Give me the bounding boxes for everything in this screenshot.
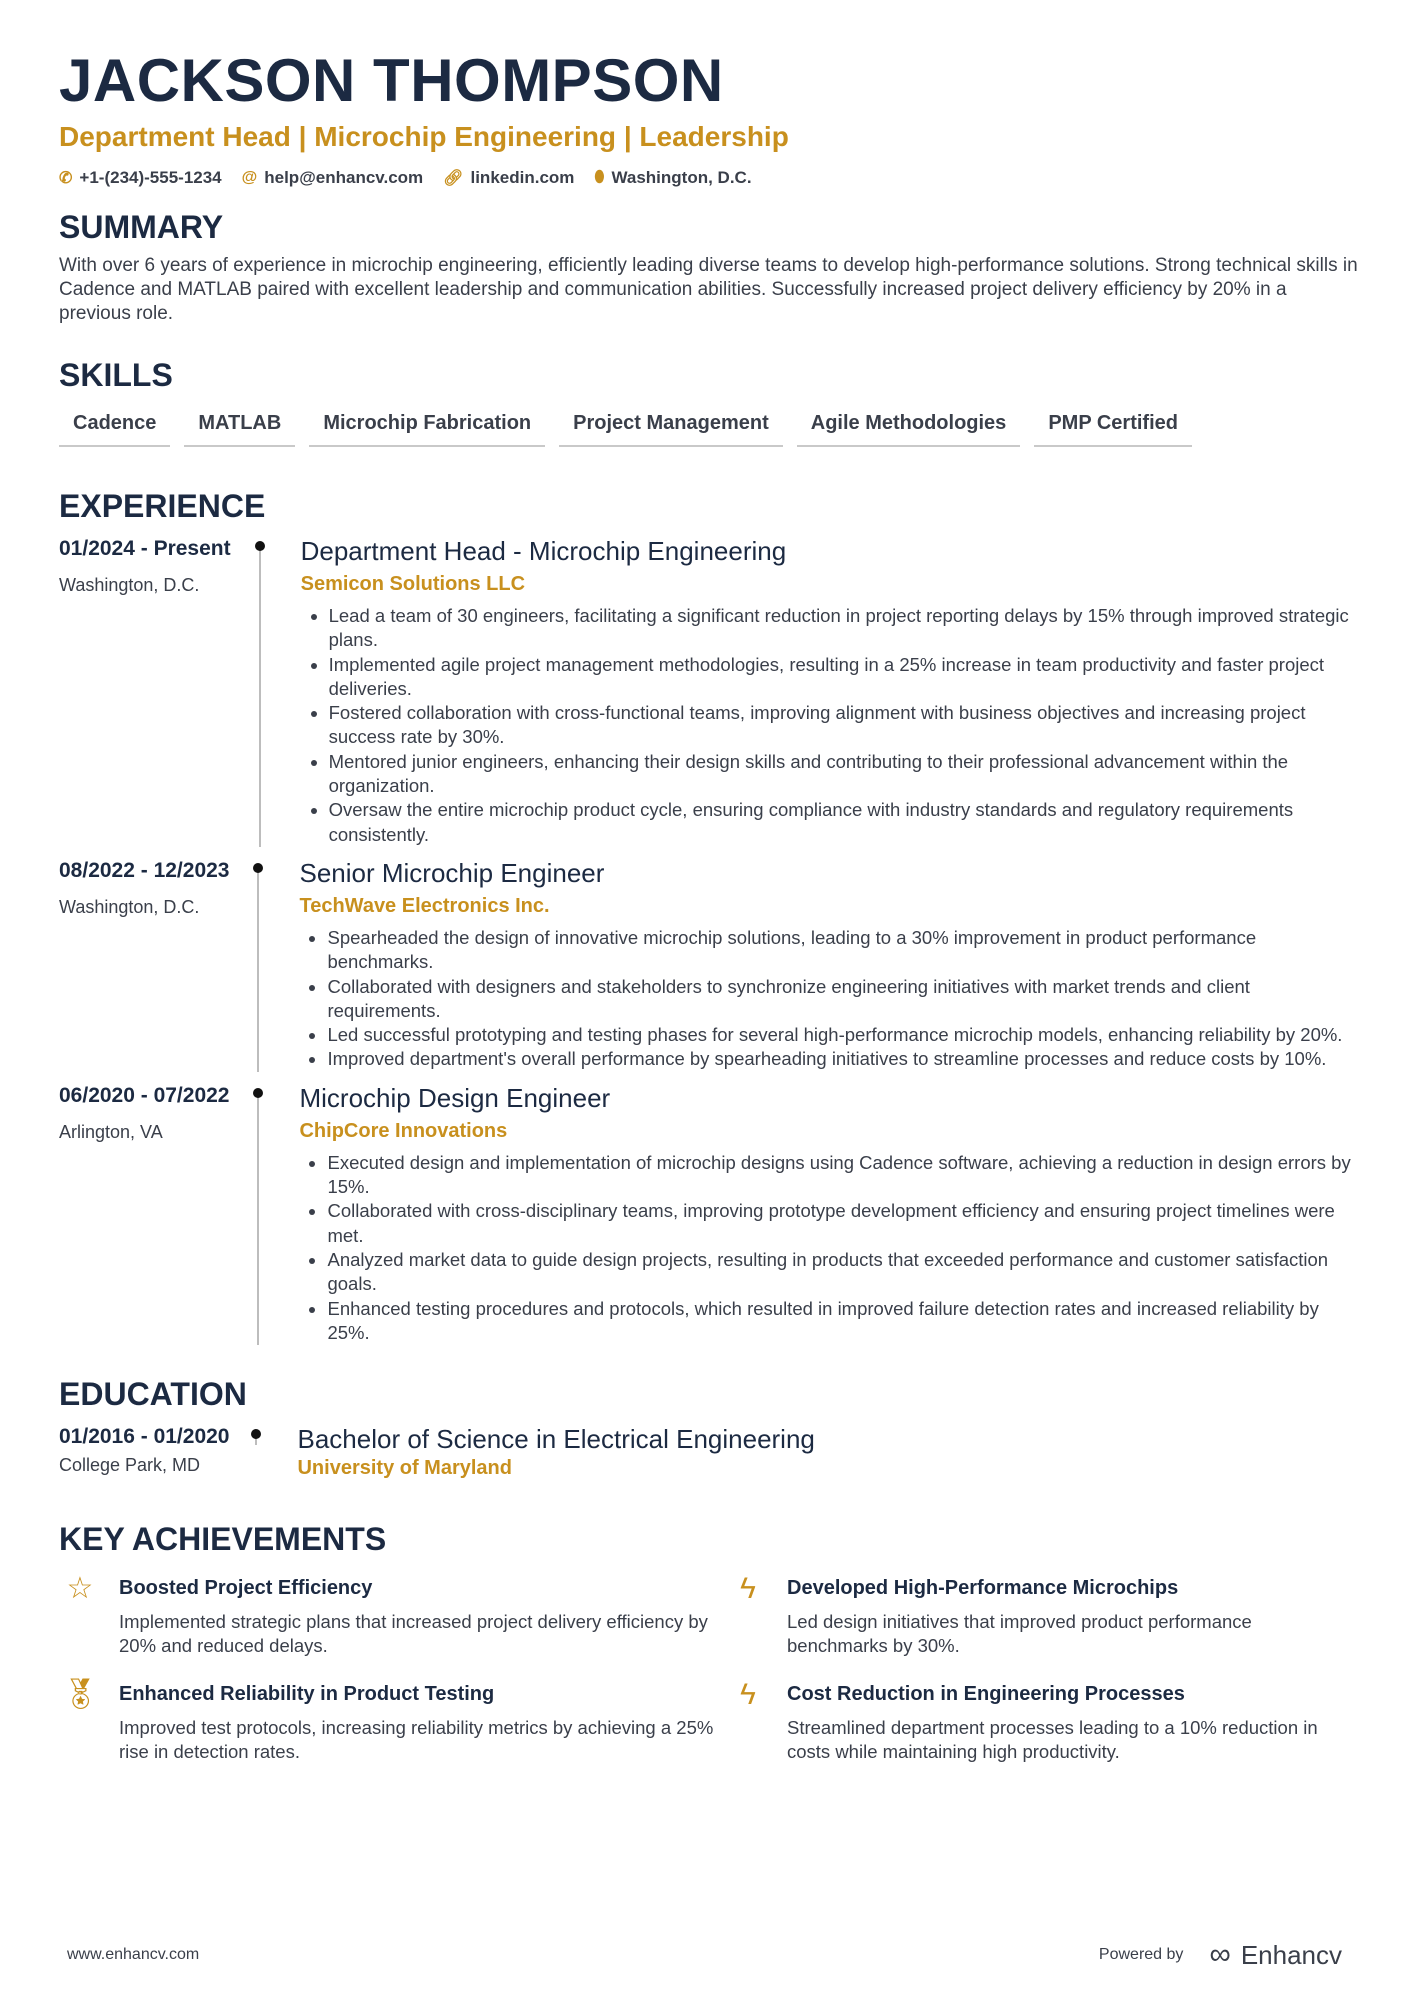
bullet: • Enhanced testing procedures and protocols, which resulted in improved failure detection rates and increased reliability by 25%.: [327, 1297, 1359, 1346]
headline: Department Head | Microchip Engineering | Leadership: [59, 121, 789, 152]
powered-by-label: Powered by: [1098, 1946, 1184, 1963]
job-title: Microchip Design Engineer: [299, 1082, 611, 1113]
bullet: • Mentored junior engineers, enhancing their design skills and contributing to their professional advancement within the organization.: [329, 750, 1359, 799]
achievement-desc: Led design initiatives that improved product performance benchmarks by 30%.: [787, 1611, 1252, 1657]
achievement-title: Enhanced Reliability in Product Testing: [119, 1683, 495, 1706]
star-icon: ☆: [66, 1572, 94, 1606]
resume: [59, 48, 1359, 1764]
skill-tag: MATLAB: [184, 408, 295, 447]
job-location: Washington, D.C.: [59, 896, 200, 917]
contact-phone: [59, 168, 222, 188]
email-text[interactable]: help@enhancv.com: [264, 168, 424, 187]
school: University of Maryland: [297, 1457, 512, 1480]
bullet-list: [301, 604, 1359, 847]
bullet: • Lead a team of 30 engineers, facilitating a significant reduction in project reporting delays by 15% through improved strategic plans.: [329, 604, 1359, 653]
lightning-icon: ϟ: [740, 1678, 756, 1712]
achievement-title: Cost Reduction in Engineering Processes: [787, 1683, 1185, 1706]
education-heading: EDUCATION: [59, 1376, 247, 1413]
education-entry: [59, 1423, 1359, 1480]
job-date: 01/2024 - Present: [59, 537, 231, 560]
enhancv-logo: [1209, 1938, 1342, 1972]
job-location: Arlington, VA: [59, 1121, 163, 1142]
brand-name: Enhancv: [1240, 1939, 1342, 1970]
bullet: • Implemented agile project management methodologies, resulting in a 25% increase in team productivity and faster project deliveries.: [329, 653, 1359, 702]
linkedin-link[interactable]: linkedin.com: [470, 168, 575, 187]
skill-tag: Cadence: [59, 408, 170, 447]
achievements-section: [59, 1520, 1359, 1764]
achievement-item: [59, 1572, 727, 1658]
bullet: • Executed design and implementation of microchip designs using Cadence software, achieving a reduction in design errors by 15%.: [327, 1151, 1359, 1200]
company-name: ChipCore Innovations: [299, 1119, 508, 1142]
achievement-title: Boosted Project Efficiency: [119, 1577, 373, 1600]
contact-bar: [59, 168, 1359, 188]
degree: Bachelor of Science in Electrical Engineering: [297, 1424, 815, 1455]
skills-list: [59, 408, 1359, 447]
achievement-desc: Improved test protocols, increasing reliability metrics by achieving a 25% rise in detection rates.: [119, 1717, 714, 1763]
bullet: • Collaborated with cross-disciplinary teams, improving prototype development efficiency and ensuring project timelines were met.: [327, 1199, 1359, 1248]
bullet: • Analyzed market data to guide design projects, resulting in products that exceeded performance and customer satisfaction goals.: [327, 1248, 1359, 1297]
phone-icon: ✆: [59, 170, 73, 187]
achievement-item: [59, 1678, 727, 1764]
summary-text: With over 6 years of experience in microchip engineering, efficiently leading diverse teams to develop high-performance solutions. Strong technical skills in Cadence and MATLAB paired with excellent leadership and communication abilities. Successfully increased project delivery efficiency by 20% in a previous role.: [59, 255, 1358, 324]
timeline-line: [257, 869, 259, 1072]
lightning-icon: ϟ: [740, 1572, 756, 1606]
experience-heading: EXPERIENCE: [59, 488, 266, 524]
job-location: Washington, D.C.: [59, 575, 200, 595]
timeline-line: [259, 547, 261, 847]
summary-heading: SUMMARY: [59, 209, 224, 245]
at-icon: @: [241, 169, 258, 186]
skill-tag: Microchip Fabrication: [309, 408, 545, 447]
bullet: • Improved department's overall performance by spearheading initiatives to streamline processes and reduce costs by 10%.: [327, 1047, 1359, 1071]
phone-text: +1-(234)-555-1234: [79, 168, 222, 187]
powered-by: [1099, 1938, 1342, 1972]
location-pin-icon: ⬮: [594, 169, 605, 186]
skills-section: [59, 356, 1359, 447]
bullet: • Collaborated with designers and stakeholders to synchronize engineering initiatives with market trends and client requirements.: [327, 975, 1359, 1024]
footer-website[interactable]: www.enhancv.com: [67, 1946, 200, 1963]
experience-entry: [59, 857, 1359, 1072]
enhancv-logo-icon: ∞: [1209, 1938, 1231, 1971]
bullet: • Led successful prototyping and testing phases for several high-performance microchip models, enhancing reliability by 20%.: [327, 1023, 1359, 1047]
bullet: • Fostered collaboration with cross-functional teams, improving alignment with business objectives and increasing project success rate by 30%.: [329, 701, 1359, 750]
bullet-list: [299, 926, 1359, 1072]
link-icon: 🔗︎: [443, 170, 464, 187]
summary-section: [59, 208, 1359, 326]
achievement-desc: Implemented strategic plans that increased project delivery efficiency by 20% and reduced delays.: [119, 1611, 708, 1657]
job-date: 08/2022 - 12/2023: [59, 858, 230, 882]
experience-section: [59, 487, 1359, 1345]
contact-linkedin[interactable]: [443, 168, 574, 188]
bullet-list: [299, 1151, 1359, 1345]
company-name: Semicon Solutions LLC: [300, 573, 526, 595]
education-section: [59, 1375, 1359, 1480]
achievement-item: [727, 1678, 1347, 1764]
bullet: • Spearheaded the design of innovative microchip solutions, leading to a 30% improvement in product performance benchmarks.: [327, 926, 1359, 975]
skills-heading: SKILLS: [59, 357, 173, 393]
skill-tag: PMP Certified: [1034, 408, 1192, 447]
achievement-title: Developed High-Performance Microchips: [787, 1577, 1179, 1600]
job-date: 06/2020 - 07/2022: [59, 1083, 230, 1107]
location-text: Washington, D.C.: [611, 168, 752, 187]
job-title: Senior Microchip Engineer: [299, 857, 605, 888]
education-date: 01/2016 - 01/2020: [59, 1425, 230, 1449]
experience-entry: [59, 535, 1359, 847]
skill-tag: Agile Methodologies: [797, 408, 1021, 447]
award-ribbon-icon: 🏅︎: [60, 1678, 100, 1712]
candidate-name: JACKSON THOMPSON: [59, 47, 724, 114]
achievements-heading: KEY ACHIEVEMENTS: [59, 1521, 387, 1558]
skill-tag: Project Management: [559, 408, 783, 447]
contact-email[interactable]: [242, 168, 424, 188]
contact-location: [594, 168, 751, 188]
timeline-line: [255, 1435, 257, 1445]
achievement-item: [727, 1572, 1347, 1658]
education-location: College Park, MD: [59, 1455, 201, 1476]
company-name: TechWave Electronics Inc.: [299, 894, 550, 917]
timeline-line: [257, 1094, 259, 1345]
job-title: Department Head - Microchip Engineering: [300, 536, 787, 566]
achievement-desc: Streamlined department processes leading to a 10% reduction in costs while maintaining high productivity.: [787, 1717, 1318, 1763]
experience-entry: [59, 1082, 1359, 1345]
bullet: • Oversaw the entire microchip product cycle, ensuring compliance with industry standards and regulatory requirements consistently.: [329, 798, 1359, 847]
